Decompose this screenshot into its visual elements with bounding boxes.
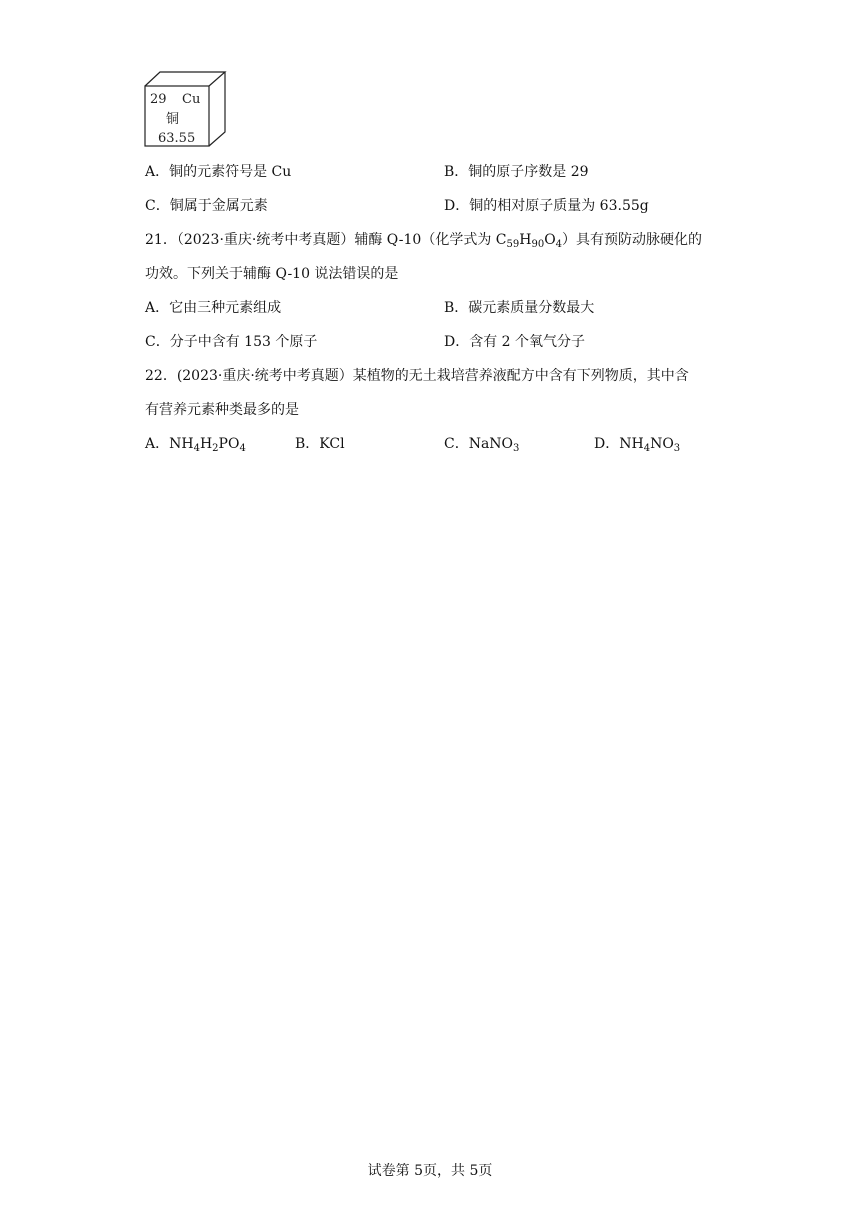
- q21-stem-line2: 功效。下列关于辅酶 Q-10 说法错误的是: [145, 266, 399, 282]
- q21-option-d: D．含有 2 个氧气分子: [444, 334, 586, 350]
- element-name: 铜: [166, 112, 180, 127]
- q21-option-c: C．分子中含有 153 个原子: [145, 334, 318, 350]
- q20-option-c: C．铜属于金属元素: [145, 198, 268, 214]
- element-card: [140, 70, 230, 150]
- atomic-mass: 63.55: [158, 131, 196, 146]
- q22-option-d: D．$NH_4NO_3$: [594, 436, 681, 454]
- q20-option-d: D．铜的相对原子质量为 63.55g: [444, 198, 649, 214]
- q21-option-b: B．碳元素质量分数最大: [444, 300, 595, 316]
- page-footer: 试卷第 5页，共 5页: [367, 1163, 493, 1179]
- q21-stem-line1: 21．（2023·重庆·统考中考真题）辅酶 Q-10（化学式为 $C_{59}H_{90}O_4$）具有预防动脉硬化的: [145, 232, 703, 250]
- atomic-number: 29: [150, 92, 167, 107]
- q22-option-b: B．KCl: [295, 436, 345, 452]
- q21-option-a: A．它由三种元素组成: [145, 300, 282, 316]
- q22-stem-line1: 22．(2023·重庆·统考中考真题）某植物的无土栽培营养液配方中含有下列物质，其中含: [145, 368, 689, 384]
- element-symbol: Cu: [182, 92, 201, 107]
- q20-option-a: A．铜的元素符号是 Cu: [145, 164, 292, 180]
- q22-option-a: A．$NH_4H_2PO_4$: [145, 436, 246, 454]
- q22-option-c: C．NaNO$_3$: [444, 436, 520, 454]
- q20-option-b: B．铜的原子序数是 29: [444, 164, 589, 180]
- q22-stem-line2: 有营养元素种类最多的是: [145, 402, 299, 418]
